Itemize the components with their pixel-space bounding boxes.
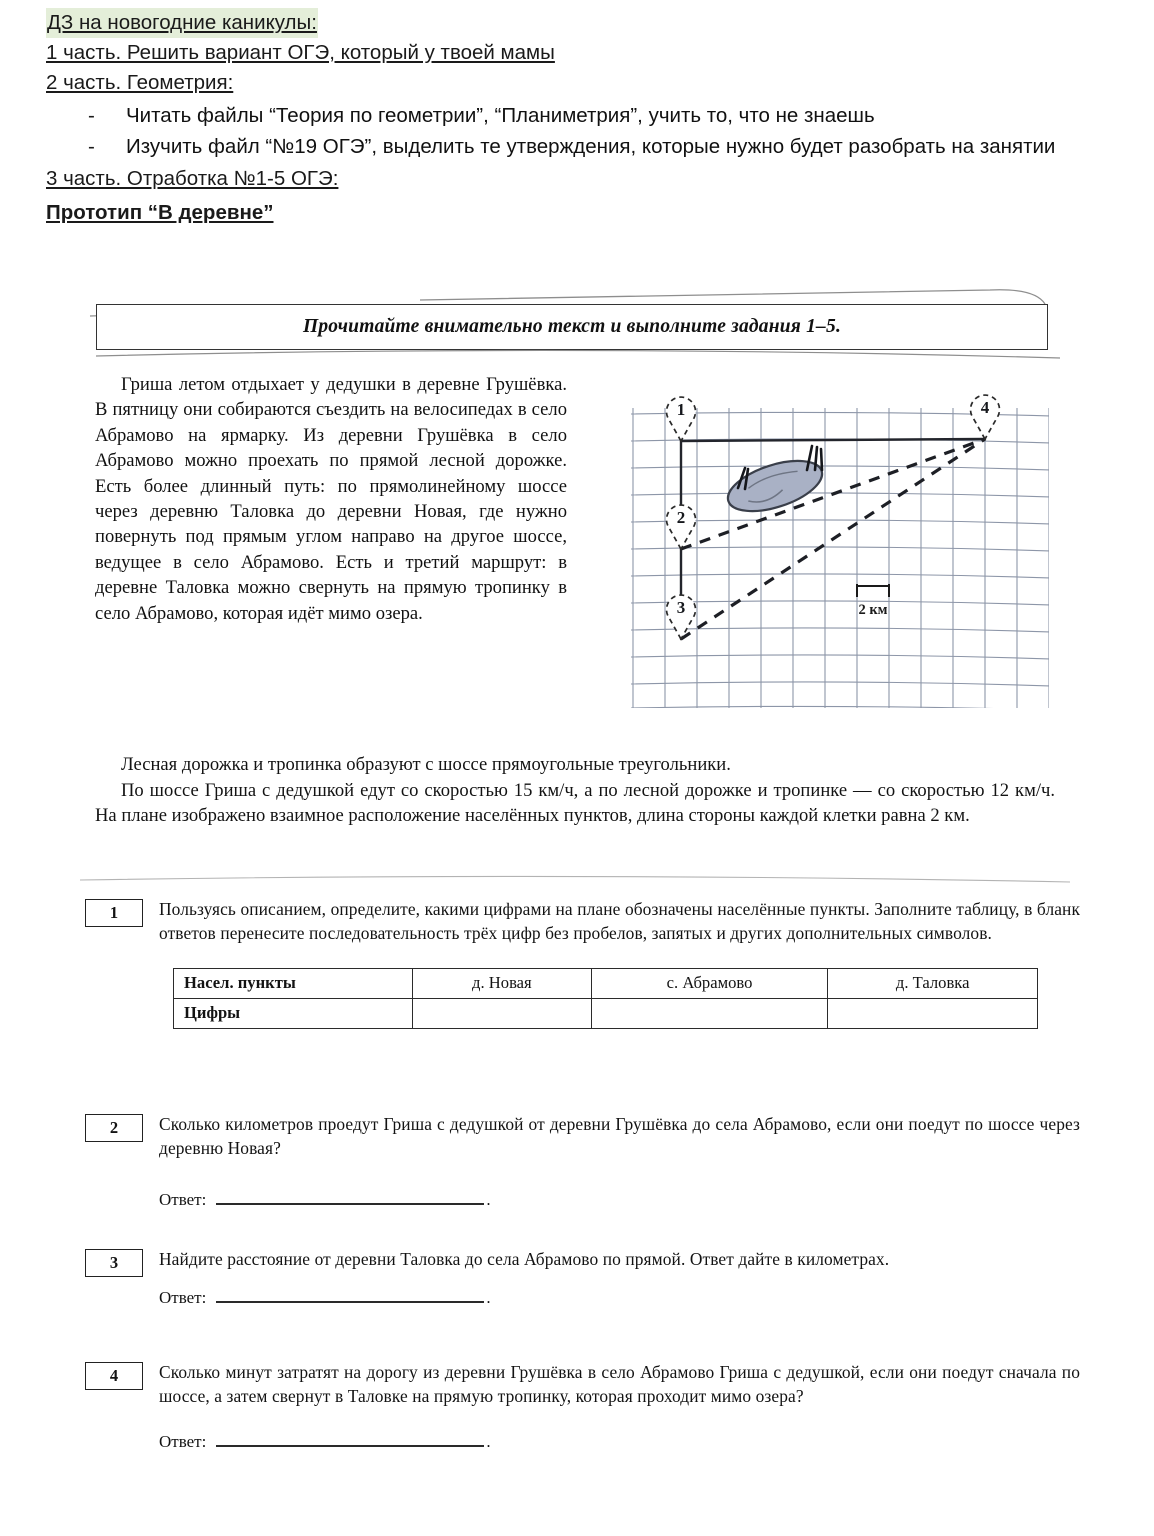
bullet-dash-icon: -	[88, 135, 95, 158]
task-4-answer-input[interactable]	[216, 1431, 484, 1447]
homework-part-1-line	[46, 38, 1106, 68]
task-3-text: Найдите расстояние от деревни Таловка до села Абрамово по прямой. Ответ дайте в километрах.	[159, 1249, 890, 1269]
map-marker-2	[667, 505, 696, 549]
map-grid	[631, 406, 1051, 710]
task-2	[85, 1112, 1080, 1210]
map-marker-3	[667, 595, 696, 639]
map-svg	[625, 390, 1057, 720]
paragraph-triangles: Лесная дорожка и тропинка образуют с шоссе прямоугольные треугольники.	[121, 754, 731, 775]
task-4-text: Сколько минут затратят на дорогу из деревни Грушёвка в село Абрамово Гриша с дедушкой, если они поедут сначала по шоссе, а затем свернут в Таловке на прямую тропинку, которая проходит мимо озера?	[159, 1362, 1080, 1407]
list-item	[46, 131, 1106, 162]
map-marker-2-label: 2	[676, 508, 686, 527]
scale-label: 2 км	[858, 602, 888, 618]
table-row-header-digits: Цифры	[174, 998, 413, 1028]
task-3-number: 3	[85, 1249, 143, 1277]
task-4-number: 4	[85, 1362, 143, 1390]
table-row	[174, 968, 1038, 998]
scanned-document	[60, 282, 1092, 1532]
table-col-talovka: д. Таловка	[828, 968, 1038, 998]
task-2-answer-label: Ответ:	[159, 1189, 207, 1209]
task-4	[85, 1360, 1080, 1452]
map-diagram	[625, 390, 1057, 720]
homework-prototype: Прототип “В деревне”	[46, 201, 274, 224]
table-cell-digit-abramovo[interactable]	[591, 998, 828, 1028]
bullet-dash-icon: -	[88, 104, 95, 127]
map-marker-3-label: 3	[676, 598, 686, 617]
map-marker-1	[667, 397, 696, 441]
task-2-number: 2	[85, 1114, 143, 1142]
homework-bullet-list	[46, 100, 1106, 162]
map-paths-dashed	[681, 439, 985, 639]
bullet-text: Изучить файл “№19 ОГЭ”, выделить те утверждения, которые нужно будет разобрать на занятии	[126, 135, 1056, 158]
task-3-answer-label: Ответ:	[159, 1288, 207, 1308]
homework-part-3: 3 часть. Отработка №1-5 ОГЭ:	[46, 167, 339, 190]
homework-part-3-line	[46, 164, 1106, 194]
task-3-answer-dot: .	[486, 1288, 491, 1308]
homework-part-1: 1 часть. Решить вариант ОГЭ, который у твоей мамы	[46, 41, 555, 64]
homework-part-2: 2 часть. Геометрия:	[46, 71, 234, 94]
task-1	[85, 897, 1080, 1029]
task-4-answer-dot: .	[486, 1431, 491, 1451]
task-2-text: Сколько километров проедут Гриша с дедушкой от деревни Грушёвка до села Абрамово, если они поедут по шоссе через деревню Новая?	[159, 1114, 1080, 1159]
task-1-table	[173, 968, 1038, 1029]
map-marker-4-label: 4	[980, 398, 990, 417]
homework-header	[46, 8, 1106, 228]
homework-prototype-line	[46, 198, 1106, 228]
table-row-header-settlements: Насел. пункты	[174, 968, 413, 998]
task-2-answer-row	[159, 1189, 1080, 1210]
homework-part-2-line	[46, 68, 1106, 98]
scan-edge-line-bottom	[60, 870, 1092, 890]
narrative-text: Гриша летом отдыхает у дедушки в деревне Грушёвка. В пятницу они собираются съездить на велосипедах в село Абрамово на ярмарку. Из деревни Грушёвка в село Абрамово можно проехать по прямой лесной дорожке. Есть более длинный путь: по прямолинейному шоссе через деревню Таловка до деревни Новая, где нужно повернуть под прямым углом направо на другое шоссе, ведущее в село Абрамово. Есть и третий маршрут: в деревне Таловка можно свернуть на прямую тропинку в село Абрамово, которая идёт мимо озера.	[95, 374, 567, 624]
homework-title-line	[46, 8, 1106, 38]
task-2-answer-dot: .	[486, 1189, 491, 1209]
task-3	[85, 1247, 1080, 1308]
task-2-answer-input[interactable]	[216, 1189, 484, 1205]
bullet-text: Читать файлы “Теория по геометрии”, “Планиметрия”, учить то, что не знаешь	[126, 104, 875, 127]
map-marker-4	[971, 395, 1000, 439]
map-marker-1-label: 1	[676, 400, 686, 419]
instruction-banner-text: Прочитайте внимательно текст и выполните задания 1–5.	[302, 316, 842, 337]
table-cell-digit-novaya[interactable]	[413, 998, 592, 1028]
paragraph-speeds: По шоссе Гриша с дедушкой едут со скоростью 15 км/ч, а по лесной дорожке и тропинке — со скоростью 12 км/ч. На плане изображено взаимное расположение населённых пунктов, длина стороны каждой клетки равна 2 км.	[95, 779, 1055, 827]
task-4-answer-row	[159, 1431, 1080, 1452]
table-col-novaya: д. Новая	[413, 968, 592, 998]
homework-title: ДЗ на новогодние каникулы:	[46, 8, 318, 38]
task-4-answer-label: Ответ:	[159, 1431, 207, 1451]
task-1-text: Пользуясь описанием, определите, какими цифрами на плане обозначены населённые пункты. Заполните таблицу, в бланк ответов перенесите последовательность трёх цифр без пробелов, запятых и других дополнительных символов.	[159, 899, 1080, 944]
table-row	[174, 998, 1038, 1028]
table-col-abramovo: с. Абрамово	[591, 968, 828, 998]
document-paragraphs	[95, 752, 1055, 829]
task-3-answer-row	[159, 1287, 1080, 1308]
task-3-answer-input[interactable]	[216, 1287, 484, 1303]
table-cell-digit-talovka[interactable]	[828, 998, 1038, 1028]
list-item	[46, 100, 1106, 131]
scan-edge-lines-lower	[60, 344, 1092, 370]
task-1-number: 1	[85, 899, 143, 927]
scale-bar	[857, 584, 889, 597]
